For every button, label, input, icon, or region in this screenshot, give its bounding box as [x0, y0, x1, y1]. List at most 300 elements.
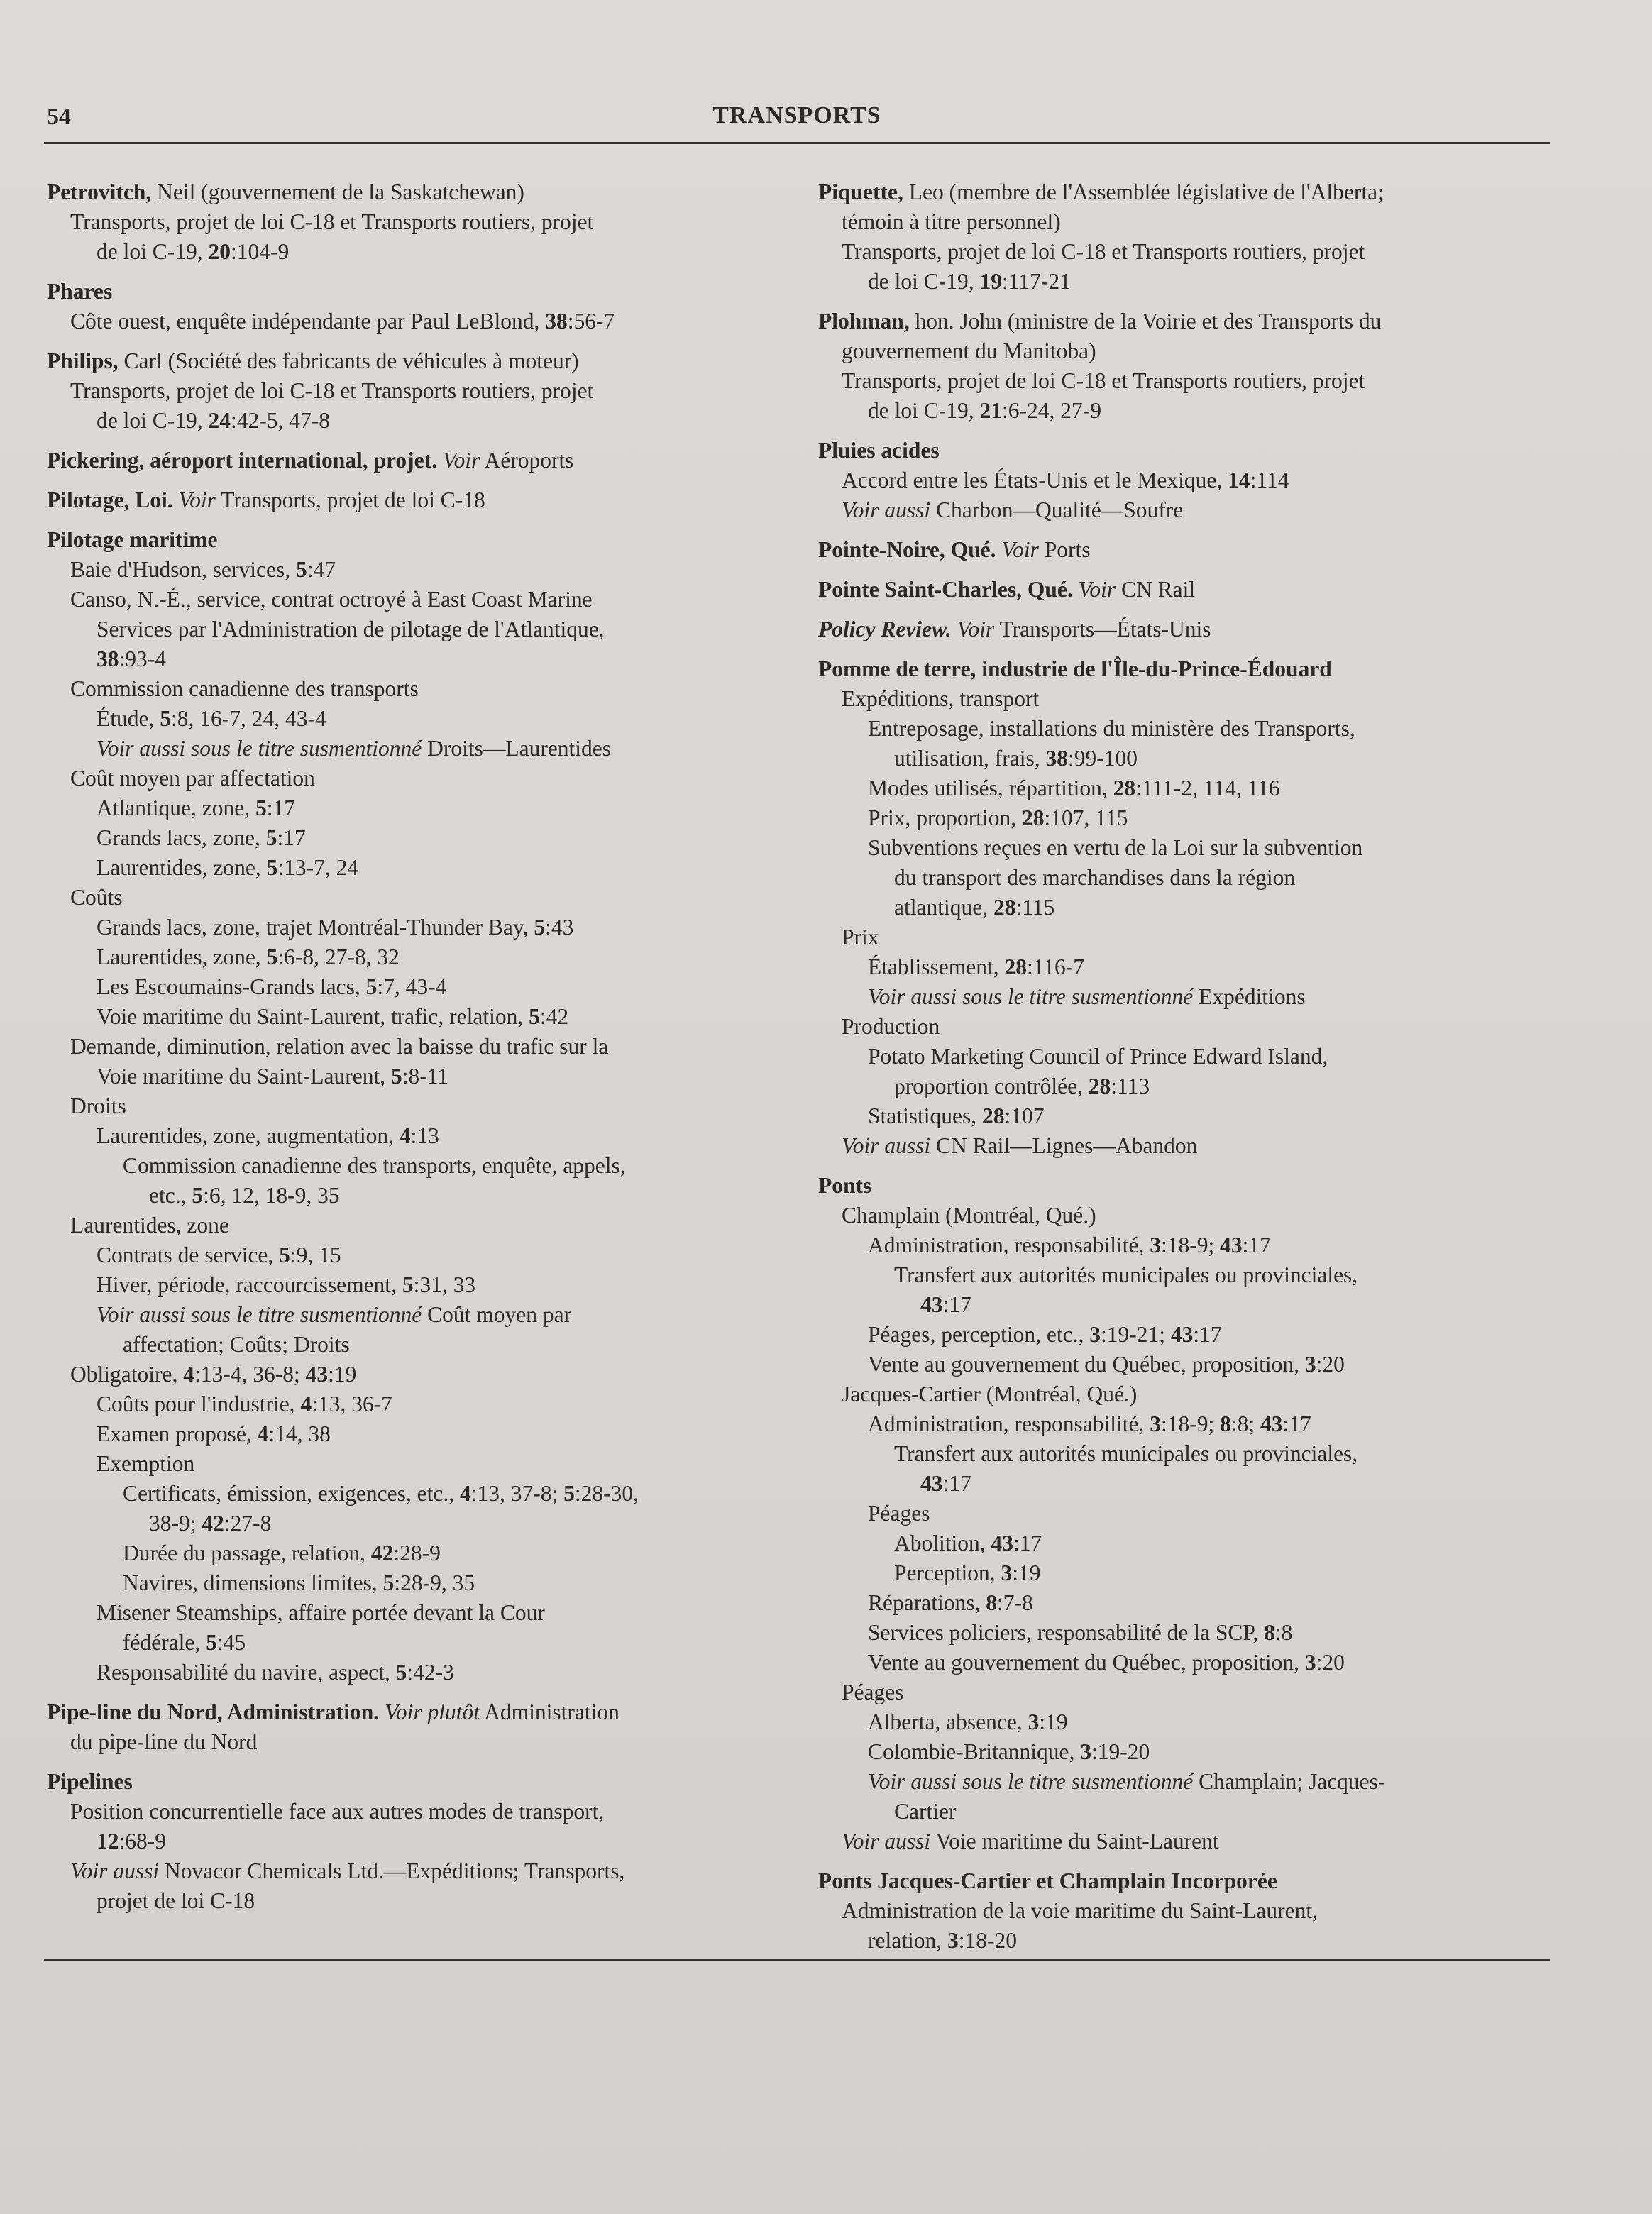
index-heading-line [47, 1697, 781, 1727]
text-run: 43 [920, 1471, 943, 1496]
text-run: 43 [991, 1531, 1014, 1555]
index-heading-line [47, 177, 781, 207]
text-run: de loi C-19, [868, 398, 980, 423]
text-run: :17 [1282, 1411, 1311, 1436]
index-subentry-line [47, 1628, 781, 1658]
index-subentry-line [818, 1529, 1553, 1558]
text-run: Responsabilité du navire, aspect, [97, 1660, 396, 1685]
index-subentry-line [47, 1091, 781, 1121]
index-subentry-line [818, 1588, 1553, 1618]
text-run: 3 [947, 1928, 959, 1953]
text-run: Laurentides, zone, augmentation, [97, 1123, 400, 1148]
text-run: 4 [300, 1392, 312, 1416]
text-run: 3 [1150, 1411, 1161, 1436]
index-subentry-line [818, 1320, 1553, 1350]
text-run: utilisation, frais, [894, 746, 1046, 771]
text-run: 8 [986, 1590, 997, 1615]
index-subentry-line [47, 1479, 781, 1509]
text-run: Modes utilisés, répartition, [868, 776, 1113, 800]
index-subentry-line [818, 1072, 1553, 1101]
text-run: 5 [265, 825, 277, 850]
text-run: :17 [1242, 1233, 1271, 1257]
text-run: Transports, projet de loi C-18 et Transports routiers, projet [70, 378, 594, 403]
text-run: 19 [979, 269, 1002, 294]
index-subentry-line [818, 1767, 1553, 1797]
text-run: projet de loi C-18 [97, 1888, 255, 1913]
text-run: 4 [459, 1481, 471, 1506]
text-run: :8-11 [402, 1064, 449, 1089]
index-heading-line [818, 535, 1553, 565]
text-run: 43 [920, 1292, 943, 1317]
text-run: 5 [266, 855, 278, 880]
text-run: :42 [539, 1004, 569, 1029]
text-run: Ponts [818, 1173, 872, 1198]
index-subentry-line [818, 237, 1553, 267]
index-entry [818, 177, 1553, 297]
text-run: hon. John (ministre de la Voirie et des Transports du [909, 309, 1382, 334]
text-run: Pointe Saint-Charles, Qué. [818, 577, 1073, 602]
text-run: Services par l'Administration de pilotage de l'Atlantique, [97, 617, 605, 641]
index-subentry-line [818, 744, 1553, 773]
text-run: 12 [97, 1829, 119, 1854]
text-run: :111-2, 114, 116 [1135, 776, 1280, 800]
text-run: :17 [942, 1471, 971, 1496]
text-run: Ports [1038, 537, 1091, 562]
index-column-right [818, 177, 1553, 1966]
text-run: Entreposage, installations du ministère des Transports, [868, 716, 1355, 741]
text-run: Voie maritime du Saint-Laurent, [97, 1064, 391, 1089]
text-run: 5 [390, 1064, 402, 1089]
text-run: 42 [370, 1541, 394, 1565]
text-run: Exemption [97, 1451, 195, 1476]
text-run: :114 [1250, 468, 1289, 492]
text-run: Voir [442, 448, 480, 473]
text-run: du transport des marchandises dans la région [894, 865, 1296, 890]
text-run: :117-21 [1002, 269, 1071, 294]
text-run: Expéditions, transport [842, 686, 1040, 711]
index-subentry-line [47, 1002, 781, 1032]
index-subentry-line [818, 267, 1553, 297]
index-heading-line [818, 615, 1553, 644]
text-run: Examen proposé, [97, 1421, 258, 1446]
text-run: Contrats de service, [97, 1243, 280, 1267]
text-run: Pomme de terre, industrie de l'Île-du-Prince-Édouard [818, 656, 1332, 681]
text-run: Voir aussi [70, 1858, 160, 1883]
text-run: :19 [328, 1362, 357, 1387]
index-subentry-line [47, 1727, 781, 1757]
text-run: 20 [208, 239, 231, 264]
text-run: :18-9; [1160, 1233, 1221, 1257]
text-run: Obligatoire, [70, 1362, 184, 1387]
index-entry [47, 485, 781, 515]
text-run: :19-21; [1101, 1322, 1171, 1347]
text-run: Transports, projet de loi C-18 et Transports routiers, projet [842, 368, 1365, 393]
text-run [437, 448, 443, 473]
text-run: témoin à titre personnel) [842, 209, 1061, 234]
text-run: Navires, dimensions limites, [123, 1570, 383, 1595]
text-run: 38-9; [149, 1511, 202, 1536]
text-run: 14 [1228, 468, 1250, 492]
text-run: Position concurrentielle face aux autres modes de transport, [70, 1799, 605, 1824]
text-run: Transports—États-Unis [994, 617, 1211, 641]
footer-rule [44, 1959, 1550, 1961]
text-run: :19 [1012, 1560, 1041, 1585]
index-subentry-line [47, 972, 781, 1002]
text-run: Droits [70, 1094, 126, 1118]
text-run: :45 [216, 1630, 246, 1655]
index-subentry-line [47, 823, 781, 853]
text-run: Transports, projet de loi C-18 et Transports routiers, projet [70, 209, 594, 234]
text-run: de loi C-19, [868, 269, 980, 294]
index-subentry-line [47, 674, 781, 704]
text-run: 5 [266, 944, 278, 969]
index-entry [47, 277, 781, 336]
index-subentry-line [818, 922, 1553, 952]
text-run: Accord entre les États-Unis et le Mexique, [842, 468, 1228, 492]
text-run: :14, 38 [268, 1421, 331, 1446]
text-run: Voir aussi sous le titre susmentionné [97, 1302, 422, 1327]
text-run: 28 [1022, 805, 1045, 830]
index-subentry-line [818, 1230, 1553, 1260]
running-title: TRANSPORTS [712, 102, 881, 128]
index-entry [47, 525, 781, 1687]
text-run: Administration de la voie maritime du Saint-Laurent, [842, 1898, 1318, 1923]
text-run: Atlantique, zone, [97, 795, 255, 820]
index-subentry-line [818, 207, 1553, 237]
text-run: :17 [266, 795, 295, 820]
text-run: 38 [1045, 746, 1068, 771]
text-run: 42 [202, 1511, 224, 1536]
text-run: :8 [1274, 1620, 1293, 1645]
text-run: de loi C-19, [97, 408, 209, 433]
text-run: :20 [1316, 1352, 1345, 1377]
text-run: :28-9 [393, 1541, 441, 1565]
text-run: 8 [1220, 1411, 1231, 1436]
text-run: Misener Steamships, affaire portée devant la Cour [97, 1600, 545, 1625]
index-subentry-line [47, 406, 781, 436]
index-subentry-line [818, 952, 1553, 982]
text-run: Commission canadienne des transports [70, 676, 419, 701]
text-run: Demande, diminution, relation avec la baisse du trafic sur la [70, 1034, 609, 1059]
index-subentry-line [818, 1678, 1553, 1707]
index-entry [818, 575, 1553, 605]
text-run: de loi C-19, [97, 239, 209, 264]
index-heading-line [47, 346, 781, 376]
text-run: Durée du passage, relation, [123, 1541, 371, 1565]
index-subentry-line [818, 1379, 1553, 1409]
text-run: 3 [1150, 1233, 1161, 1257]
index-subentry-line [47, 734, 781, 764]
index-subentry-line [47, 1886, 781, 1916]
index-subentry-line [818, 1101, 1553, 1131]
index-subentry-line [47, 1032, 781, 1062]
text-run: Charbon—Qualité—Soufre [930, 497, 1184, 522]
index-subentry-line [818, 1439, 1553, 1469]
text-run: :42-3 [407, 1660, 454, 1685]
text-run: Piquette, [818, 180, 903, 204]
text-run: :116-7 [1026, 954, 1085, 979]
text-run: 5 [295, 557, 307, 582]
text-run: Pilotage maritime [47, 527, 218, 552]
index-subentry-line [47, 1538, 781, 1568]
text-run: fédérale, [123, 1630, 206, 1655]
index-heading-line [818, 177, 1553, 207]
text-run: 38 [97, 646, 119, 671]
page-number: 54 [47, 104, 71, 130]
index-subentry-line [47, 307, 781, 336]
index-column-left [47, 177, 781, 1926]
index-subentry-line [818, 1558, 1553, 1588]
index-subentry-line [47, 1797, 781, 1827]
index-subentry-line [818, 495, 1553, 525]
text-run: Cartier [894, 1799, 957, 1824]
text-run: :6-24, 27-9 [1002, 398, 1101, 423]
text-run [1073, 577, 1079, 602]
text-run: Transports, projet de loi C-18 [216, 488, 485, 512]
text-run: 5 [160, 706, 171, 731]
text-run: Canso, N.-É., service, contrat octroyé à East Coast Marine [70, 587, 593, 612]
text-run: :7-8 [996, 1590, 1033, 1615]
index-entry [47, 1767, 781, 1916]
text-run: Grands lacs, zone, [97, 825, 266, 850]
text-run: Voir plutôt [385, 1700, 480, 1724]
text-run: 5 [382, 1570, 395, 1595]
text-run: du pipe-line du Nord [70, 1729, 258, 1754]
text-run: Voie maritime du Saint-Laurent [930, 1829, 1219, 1854]
text-run: 28 [993, 895, 1016, 920]
text-run: 28 [1113, 776, 1136, 800]
text-run: :17 [942, 1292, 971, 1317]
text-run: :107 [1004, 1103, 1045, 1128]
index-heading-line [47, 485, 781, 515]
index-heading-line [47, 446, 781, 475]
text-run: 5 [402, 1272, 414, 1297]
index-subentry-line [47, 555, 781, 585]
index-subentry-line [47, 1419, 781, 1449]
text-run: 43 [1220, 1233, 1243, 1257]
text-run: Voir [178, 488, 216, 512]
text-run: Carl (Société des fabricants de véhicules à moteur) [118, 348, 579, 373]
text-run: Administration, responsabilité, [868, 1233, 1150, 1257]
text-run: Policy Review. [818, 617, 952, 641]
text-run: 5 [255, 795, 267, 820]
text-run: 8 [1264, 1620, 1275, 1645]
text-run: Voir aussi [842, 1829, 931, 1854]
text-run: 3 [1080, 1739, 1091, 1764]
text-run: CN Rail—Lignes—Abandon [930, 1133, 1198, 1158]
text-run: 5 [279, 1243, 290, 1267]
index-entry [818, 1171, 1553, 1856]
text-run: :107, 115 [1044, 805, 1128, 830]
text-run: 4 [399, 1123, 411, 1148]
text-run: 5 [192, 1183, 204, 1208]
text-run: Vente au gouvernement du Québec, proposition, [868, 1650, 1305, 1675]
text-run: Plohman, [818, 309, 910, 334]
index-subentry-line [47, 207, 781, 237]
index-subentry-line [47, 883, 781, 913]
index-subentry-line [818, 1797, 1553, 1827]
index-subentry-line [818, 1499, 1553, 1529]
index-subentry-line [47, 1121, 781, 1151]
text-run: Perception, [894, 1560, 1001, 1585]
index-heading-line [818, 1171, 1553, 1201]
text-run: :13-7, 24 [277, 855, 359, 880]
index-subentry-line [818, 863, 1553, 893]
text-run: Voir [1001, 537, 1039, 562]
index-entry [818, 436, 1553, 525]
text-run: :104-9 [231, 239, 290, 264]
text-run: Voie maritime du Saint-Laurent, trafic, relation, [97, 1004, 529, 1029]
index-subentry-line [47, 1151, 781, 1181]
text-run: 28 [982, 1103, 1005, 1128]
index-subentry-line [818, 396, 1553, 426]
text-run: :93-4 [119, 646, 166, 671]
index-subentry-line [47, 615, 781, 644]
index-subentry-line [818, 893, 1553, 922]
index-heading-line [47, 277, 781, 307]
text-run: :8, 16-7, 24, 43-4 [170, 706, 326, 731]
text-run: Coûts pour l'industrie, [97, 1392, 301, 1416]
text-run: Administration [479, 1700, 620, 1724]
text-run: :19-20 [1091, 1739, 1150, 1764]
index-subentry-line [47, 644, 781, 674]
index-subentry-line [818, 1707, 1553, 1737]
index-subentry-line [47, 237, 781, 267]
text-run: Novacor Chemicals Ltd.—Expéditions; Transports, [159, 1858, 625, 1883]
text-run: :13 [410, 1123, 439, 1148]
index-subentry-line [818, 1042, 1553, 1072]
text-run: 21 [979, 398, 1002, 423]
text-run: Champlain (Montréal, Qué.) [842, 1203, 1096, 1228]
text-run: Les Escoumains-Grands lacs, [97, 974, 366, 999]
text-run: Voir aussi sous le titre susmentionné [868, 984, 1194, 1009]
index-subentry-line [47, 793, 781, 823]
text-run: :7, 43-4 [377, 974, 447, 999]
text-run: Baie d'Hudson, services, [70, 557, 296, 582]
text-run: :17 [277, 825, 306, 850]
index-entry [47, 1697, 781, 1757]
index-subentry-line [818, 714, 1553, 744]
index-subentry-line [47, 913, 781, 942]
text-run: Pipelines [47, 1769, 133, 1794]
text-run: Potato Marketing Council of Prince Edward Island, [868, 1044, 1328, 1069]
text-run: :28-30, [574, 1481, 639, 1506]
text-run: Abolition, [894, 1531, 991, 1555]
text-run: Transports, projet de loi C-18 et Transports routiers, projet [842, 239, 1365, 264]
text-run: 3 [1028, 1709, 1040, 1734]
index-subentry-line [47, 1658, 781, 1687]
index-subentry-line [47, 1509, 781, 1538]
text-run: Réparations, [868, 1590, 986, 1615]
text-run: :6-8, 27-8, 32 [277, 944, 400, 969]
index-subentry-line [818, 366, 1553, 396]
text-run: :17 [1193, 1322, 1222, 1347]
index-subentry-line [47, 1449, 781, 1479]
text-run: :20 [1316, 1650, 1345, 1675]
text-run: 3 [1001, 1560, 1013, 1585]
text-run: Coût moyen par [422, 1302, 572, 1327]
index-entry [818, 1866, 1553, 1956]
text-run: :115 [1015, 895, 1055, 920]
index-subentry-line [818, 1290, 1553, 1320]
index-subentry-line [47, 1568, 781, 1598]
text-run: Péages [868, 1501, 930, 1526]
text-run: etc., [149, 1183, 192, 1208]
index-subentry-line [818, 466, 1553, 495]
text-run: Alberta, absence, [868, 1709, 1028, 1734]
text-run: :113 [1111, 1074, 1150, 1098]
text-run: Pilotage, Loi. [47, 488, 173, 512]
index-subentry-line [47, 376, 781, 406]
text-run: Petrovitch, [47, 180, 152, 204]
text-run: Côte ouest, enquête indépendante par Paul LeBlond, [70, 309, 546, 334]
index-subentry-line [818, 1896, 1553, 1926]
text-run: :99-100 [1067, 746, 1138, 771]
text-run: 3 [1304, 1650, 1316, 1675]
text-run: Pluies acides [818, 438, 940, 463]
index-entry [818, 307, 1553, 426]
text-run: :42-5, 47-8 [231, 408, 330, 433]
text-run [952, 617, 957, 641]
index-entry [818, 654, 1553, 1161]
index-subentry-line [47, 764, 781, 793]
text-run [379, 1700, 385, 1724]
text-run: Péages, perception, etc., [868, 1322, 1090, 1347]
text-run: 5 [534, 915, 546, 940]
text-run: :8; [1230, 1411, 1260, 1436]
index-heading-line [818, 654, 1553, 684]
index-subentry-line [818, 773, 1553, 803]
text-run: 5 [206, 1630, 217, 1655]
index-entry [47, 177, 781, 267]
text-run: Administration, responsabilité, [868, 1411, 1150, 1436]
index-subentry-line [818, 1012, 1553, 1042]
index-subentry-line [47, 1856, 781, 1886]
text-run: :6, 12, 18-9, 35 [203, 1183, 340, 1208]
page-header [44, 99, 1550, 139]
index-entry [47, 346, 781, 436]
text-run: :13-4, 36-8; [194, 1362, 306, 1387]
text-run: Statistiques, [868, 1103, 983, 1128]
index-heading-line [47, 525, 781, 555]
text-run: 5 [563, 1481, 575, 1506]
text-run: Colombie-Britannique, [868, 1739, 1081, 1764]
text-run: Commission canadienne des transports, enquête, appels, [123, 1153, 626, 1178]
index-heading-line [818, 436, 1553, 466]
index-subentry-line [47, 1389, 781, 1419]
text-run: Ponts Jacques-Cartier et Champlain Incorporée [818, 1868, 1277, 1893]
text-run: Grands lacs, zone, trajet Montréal-Thunder Bay, [97, 915, 534, 940]
text-run: 28 [1004, 954, 1027, 979]
index-subentry-line [818, 1409, 1553, 1439]
text-run: Pointe-Noire, Qué. [818, 537, 996, 562]
text-run: :43 [545, 915, 574, 940]
text-run: gouvernement du Manitoba) [842, 338, 1096, 363]
text-run: Transfert aux autorités municipales ou provinciales, [894, 1441, 1358, 1466]
text-run: 5 [395, 1660, 407, 1685]
text-run: Phares [47, 279, 113, 304]
index-subentry-line [818, 1827, 1553, 1856]
index-subentry-line [818, 1201, 1553, 1230]
index-subentry-line [818, 336, 1553, 366]
text-run: Hiver, période, raccourcissement, [97, 1272, 402, 1297]
text-run: Aéroports [480, 448, 574, 473]
text-run: 24 [208, 408, 231, 433]
index-subentry-line [47, 1827, 781, 1856]
index-subentry-line [47, 704, 781, 734]
text-run: Voir aussi [842, 497, 931, 522]
text-run: CN Rail [1116, 577, 1196, 602]
